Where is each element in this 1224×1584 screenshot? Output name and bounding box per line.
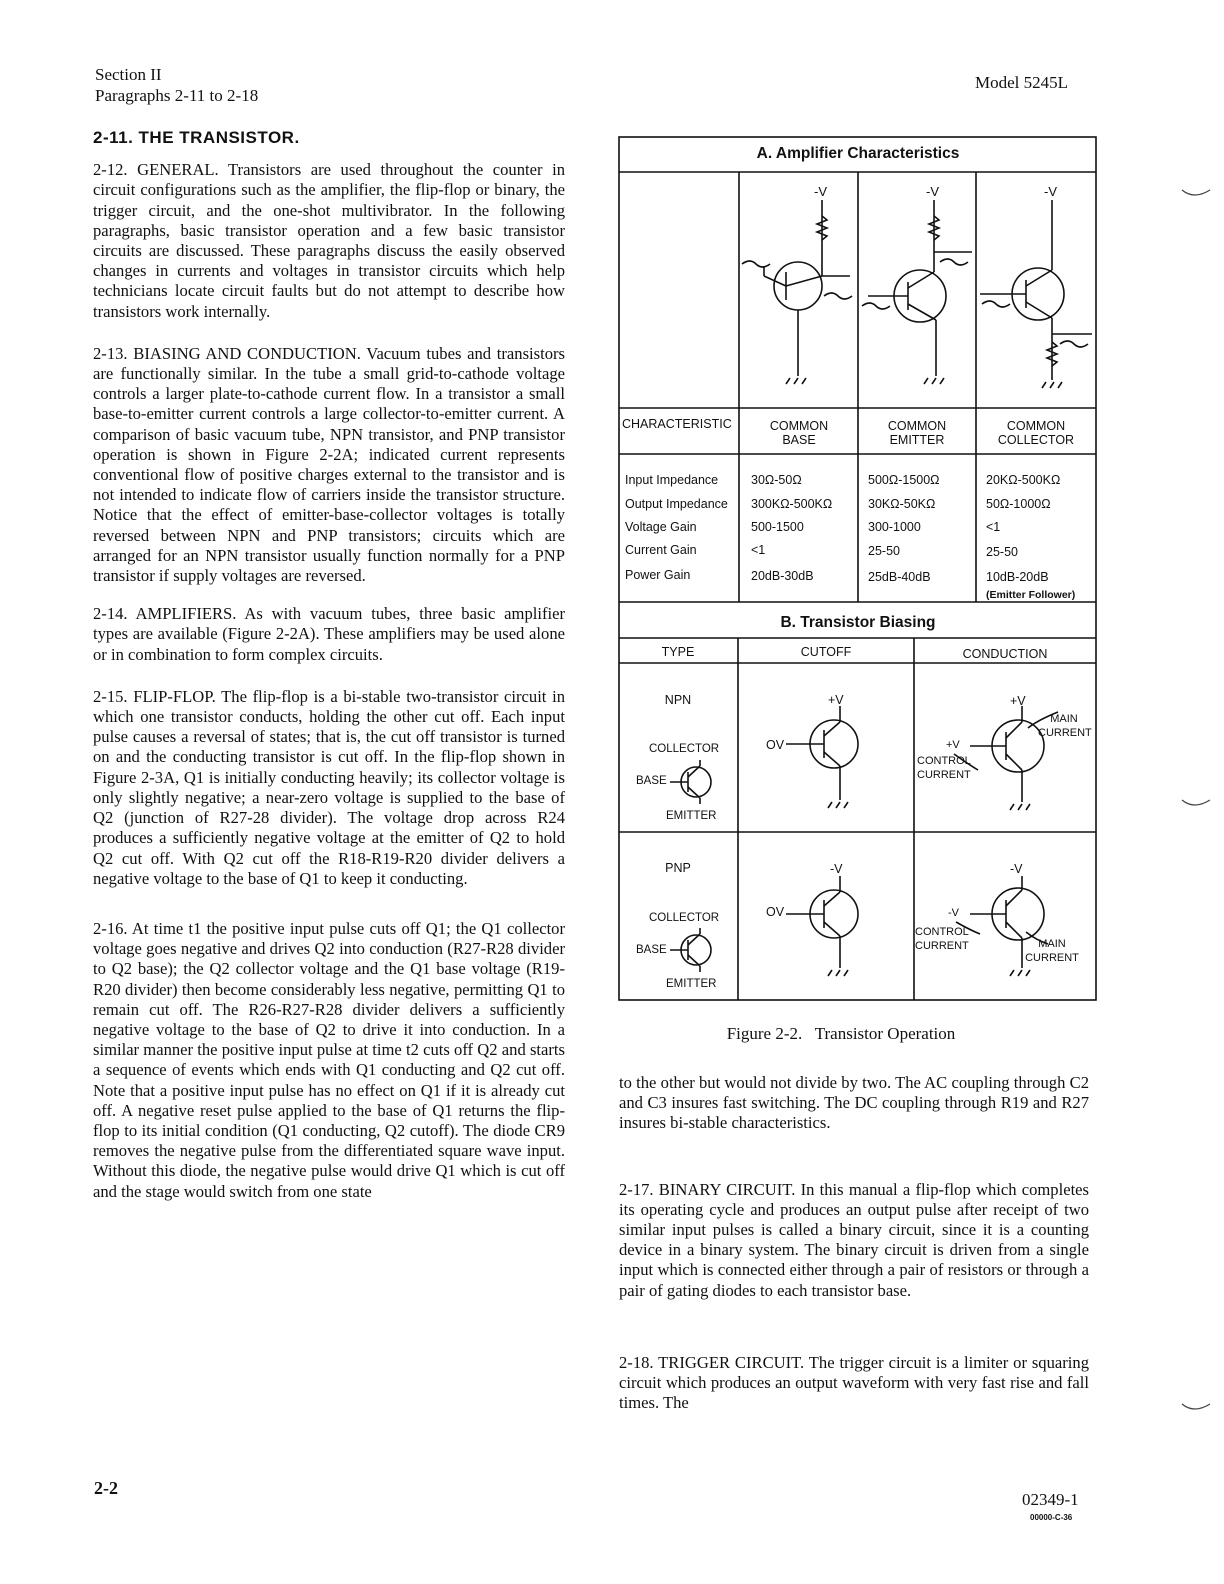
para-2-18	[619, 1353, 1089, 1414]
row-label: Input Impedance	[625, 473, 719, 487]
para-title: 2-17. BINARY CIRCUIT.	[619, 1179, 796, 1199]
paragraphs-range: Paragraphs 2-11 to 2-18	[95, 86, 259, 105]
pnp-control-v: -V	[948, 907, 959, 919]
page-number: 2-2	[94, 1478, 118, 1498]
ce-supply-label: -V	[926, 184, 939, 199]
para-2-16-cont	[619, 1073, 1089, 1134]
row-value: 300-1000	[868, 520, 921, 534]
row-value: 50Ω-1000Ω	[986, 497, 1051, 511]
para-title: 2-16.	[93, 918, 128, 938]
npn-collector-label: COLLECTOR	[649, 743, 720, 755]
row-value: 500Ω-1500Ω	[868, 473, 940, 487]
col-common-emitter: COMMON EMITTER	[887, 419, 947, 447]
npn-conduction-supply: +V	[1010, 694, 1026, 708]
row-value: 30KΩ-50KΩ	[868, 497, 936, 511]
para-2-16	[93, 919, 565, 1202]
para-title: 2-12. GENERAL.	[93, 160, 219, 180]
npn-base-label: BASE	[636, 775, 667, 787]
para-2-13	[93, 344, 565, 586]
bias-header-cutoff: CUTOFF	[800, 645, 852, 659]
npn-cutoff-circuit	[786, 706, 858, 808]
row-value: 30Ω-50Ω	[751, 473, 802, 487]
row-value: 25-50	[868, 544, 900, 558]
para-2-15	[93, 687, 565, 889]
margin-marks	[1180, 0, 1220, 1584]
table-a-title: A. Amplifier Characteristics	[756, 145, 960, 162]
pnp-cutoff-supply: -V	[830, 862, 843, 876]
npn-control-current: CONTROL CURRENT	[917, 755, 971, 781]
section-heading: 2-11. THE TRANSISTOR.	[93, 128, 300, 147]
para-text: As with vacuum tubes, three basic amplifier types are available (Figure 2-2A). These amplifiers may be used alone or in combination to form complex circuits.	[93, 604, 565, 664]
right-column	[619, 1073, 1089, 1413]
table-b-title: B. Transistor Biasing	[780, 614, 936, 631]
document-number: 02349-1	[1022, 1490, 1079, 1509]
para-text: In this manual a flip-flop which completes its operating cycle and produces an output pulse after receipt of two similar input pulses is called a binary circuit, since it is a counting device in a binary system. The binary circuit is driven from a single input which is connected either through a pair of resistors or through a pair of gating diodes to each transistor base.	[619, 1179, 1090, 1300]
common-collector-circuit	[980, 200, 1092, 388]
row-label: Power Gain	[625, 568, 691, 582]
bias-header-conduction: CONDUCTION	[962, 647, 1048, 661]
para-text: The flip-flop is a bi-stable two-transistor circuit in which one transistor conducts, holding the other cut off. Each input pulse causes a reversal of states; that is, the cut off transistor is turned on and the conducting transistor is cut off. In the flip-flop shown in Figure 2-3A, Q1 is initially conducting heavily; its collector voltage is only slightly negative; a near-zero voltage is supplied to the base of Q2 (junction of R27-28 divider). The voltage drop across R24 produces a sufficiently negative voltage at the emitter of Q2 to hold Q2 cut off. With Q2 cut off the R18-R19-R20 divider delivers a negative voltage to the base of Q1 to keep it conducting.	[93, 686, 565, 888]
row-label: Output Impedance	[625, 497, 728, 511]
para-2-14	[93, 604, 565, 665]
section-label: Section II	[95, 65, 162, 84]
row-value: <1	[751, 543, 766, 557]
row-value: 500-1500	[751, 520, 804, 534]
common-emitter-circuit	[862, 200, 972, 384]
pnp-control-current: CONTROL CURRENT	[915, 926, 969, 952]
row-value: 10dB-20dB	[986, 570, 1049, 584]
para-2-12	[93, 160, 565, 322]
pnp-base-label: BASE	[636, 944, 667, 956]
row-value: 25-50	[986, 545, 1018, 559]
para-text: Transistors are used throughout the counter in circuit configurations such as the amplifier, the flip-flop or binary, the trigger circuit, and the one-shot multivibrator. In the following paragraphs, basic transistor operation and a few basic transistor circuits are discussed. These paragraphs discuss the easily observed changes in currents and voltages in transistor circuits which help technicians locate circuit faults but do not attempt to describe how transistors work internally.	[93, 160, 566, 321]
pnp-symbol	[670, 928, 711, 972]
npn-cutoff-supply: +V	[828, 693, 844, 707]
npn-symbol	[670, 760, 711, 804]
common-base-circuit	[742, 200, 852, 384]
pnp-conduction-supply: -V	[1010, 862, 1023, 876]
row-label: Voltage Gain	[625, 520, 697, 534]
npn-cutoff-ov: OV	[766, 738, 785, 752]
row-value: 20KΩ-500KΩ	[986, 473, 1061, 487]
row-value: 25dB-40dB	[868, 570, 931, 584]
emitter-follower-note: (Emitter Follower)	[986, 589, 1076, 601]
npn-main-current: MAIN CURRENT	[1038, 713, 1092, 739]
para-text: At time t1 the positive input pulse cuts off Q1; the Q1 collector voltage goes negative and drives Q2 into conduction (R27-R28 divider to Q2 base); the Q2 collector voltage and the Q1 base voltage (R19-R20 divider) then become considerably less negative, permitting Q1 to remain cut off. The R26-R27-R28 divider delivers a sufficiently negative voltage to the base of Q2 to drive it into conduction. In a similar manner the positive input pulse at time t2 cuts off Q2 and starts a sequence of events which ends with Q1 conducting and Q2 cut off. Note that a positive input pulse has no effect on Q1 if it is already cut off. A negative reset pulse applied to the base of Q1 returns the flip-flop to its initial condition (Q1 conducting, Q2 cutoff). The diode CR9 removes the negative pulse from the differentiated square wave input. Without this diode, the negative pulse would drive Q1 which is cut off and the stage would switch from one state	[93, 918, 565, 1201]
pnp-emitter-label: EMITTER	[666, 978, 717, 990]
bias-header-type: TYPE	[661, 645, 695, 659]
para-title: 2-15. FLIP-FLOP.	[93, 686, 216, 706]
npn-label: NPN	[664, 693, 692, 707]
para-text: Vacuum tubes and transistors are functionally similar. In the tube a small grid-to-cathode voltage controls a larger plate-to-cathode current flow. In a transistor a small base-to-emitter current controls a large collector-to-emitter current. A comparison of basic vacuum tube, NPN transistor, and PNP transistor operation is shown in Figure 2-2A; indicated current represents conventional flow of positive charges external to the transistor and is not intended to indicate flow of carriers inside the transistor structure. Notice that the effect of emitter-base-collector voltages is totally reversed between NPN and PNP transistors; circuits which are arranged for an NPN transistor usually function normally for a PNP transistor if supply voltages are reversed.	[93, 343, 565, 586]
para-text: to the other but would not divide by two. The AC coupling through C2 and C3 insures fast switching. The DC coupling through R19 and R27 insures bi-stable characteristics.	[619, 1073, 1089, 1133]
npn-control-v: +V	[946, 739, 960, 751]
pnp-cutoff-circuit	[786, 876, 858, 976]
para-text: The trigger circuit is a limiter or squaring circuit which produces an output waveform with very fast rise and fall times. The	[619, 1352, 1089, 1413]
row-value: <1	[986, 520, 1001, 534]
para-2-17	[619, 1180, 1089, 1301]
cb-supply-label: -V	[814, 184, 827, 199]
pnp-label: PNP	[665, 861, 691, 875]
pnp-collector-label: COLLECTOR	[649, 912, 720, 924]
characteristic-header: CHARACTERISTIC	[622, 417, 732, 431]
pnp-main-current: MAIN CURRENT	[1025, 938, 1079, 964]
para-title: 2-18. TRIGGER CIRCUIT.	[619, 1352, 805, 1372]
row-value: 20dB-30dB	[751, 569, 814, 583]
model-label: Model 5245L	[975, 73, 1069, 92]
col-common-collector: COMMON COLLECTOR	[997, 419, 1075, 447]
row-label: Current Gain	[625, 543, 697, 557]
left-column	[93, 128, 565, 1202]
para-title: 2-13. BIASING AND CONDUCTION.	[93, 343, 361, 363]
pnp-cutoff-ov: OV	[766, 905, 785, 919]
cc-supply-label: -V	[1044, 184, 1057, 199]
figure-2-2	[618, 136, 1098, 1002]
npn-emitter-label: EMITTER	[666, 810, 717, 822]
small-code: 00000-C-36	[1030, 1513, 1073, 1522]
col-common-base: COMMON BASE	[769, 419, 829, 447]
row-value: 300KΩ-500KΩ	[751, 497, 833, 511]
para-title: 2-14. AMPLIFIERS.	[93, 604, 237, 624]
figure-caption: Figure 2-2. Transistor Operation	[726, 1024, 956, 1043]
